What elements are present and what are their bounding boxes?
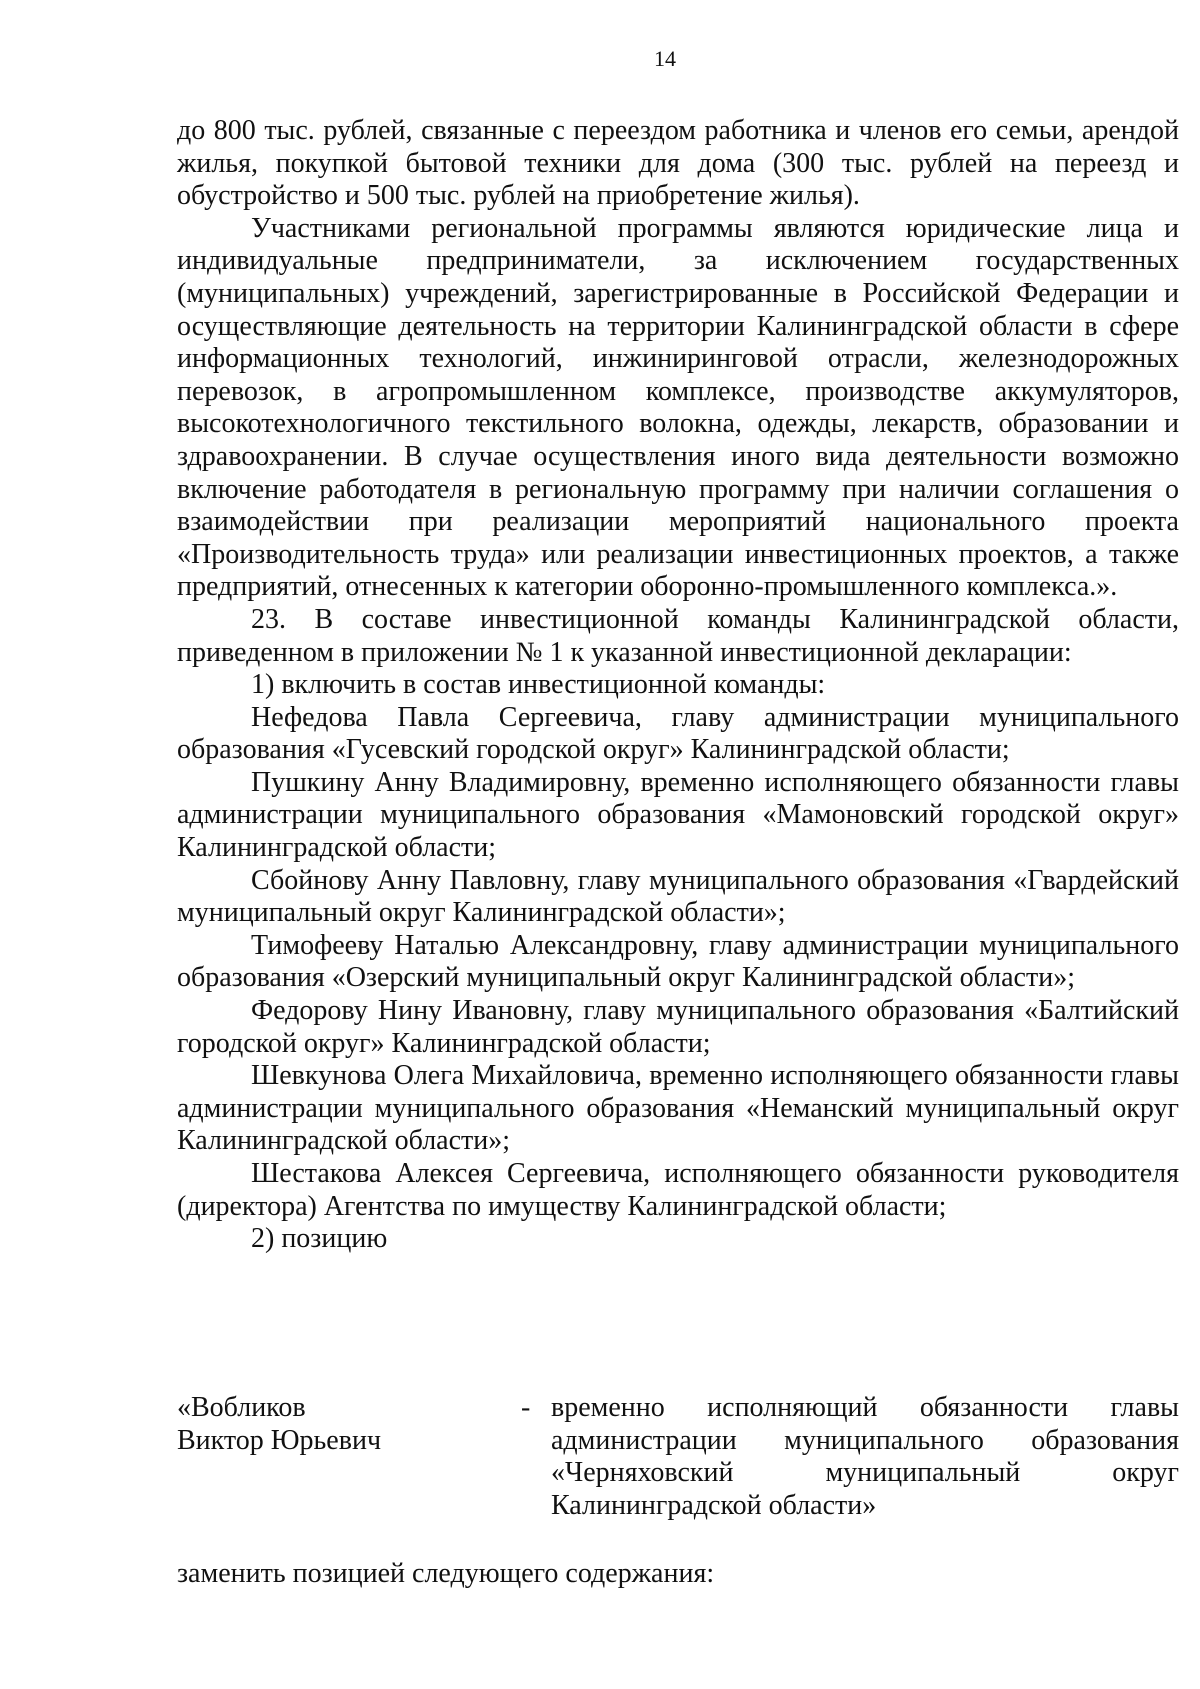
team-member-entry: Пушкину Анну Владимировну, временно исполняющего обязанности главы администрации муниципального образования «Мамоновский городской округ» Калининградской области;: [177, 766, 1179, 864]
position-dash: -: [521, 1392, 531, 1423]
person-name-line: «Вобликов: [177, 1392, 306, 1423]
position-person-name: [177, 1392, 477, 1457]
paragraph: 23. В составе инвестиционной команды Калининградской области, приведенном в приложении № 1 к указанной инвестиционной декларации:: [177, 603, 1179, 668]
list-item: 1) включить в состав инвестиционной команды:: [251, 669, 826, 701]
team-member-entry: Сбойнову Анну Павловну, главу муниципального образования «Гвардейский муниципальный округ Калининградской области»;: [177, 864, 1179, 929]
position-description: временно исполняющий обязанности главы администрации муниципального образования «Черняховский муниципальный округ Калининградской области»: [551, 1392, 1179, 1521]
page-number: 14: [654, 46, 676, 71]
document-body: [177, 115, 1179, 1256]
person-name-line: Виктор Юрьевич: [177, 1424, 382, 1456]
team-member-entry: Тимофееву Наталью Александровну, главу администрации муниципального образования «Озерский муниципальный округ Калининградской области»;: [177, 929, 1179, 994]
list-item: 2) позицию: [251, 1223, 388, 1255]
team-member-entry: Шевкунова Олега Михайловича, временно исполняющего обязанности главы администрации муниципального образования «Неманский муниципальный округ Калининградской области»;: [177, 1060, 1179, 1157]
paragraph: до 800 тыс. рублей, связанные с переездом работника и членов его семьи, арендой жилья, покупкой бытовой техники для дома (300 тыс. рублей на переезд и обустройство и 500 тыс. рублей на приобретение жилья).: [177, 115, 1179, 212]
team-member-entry: Федорову Нину Ивановну, главу муниципального образования «Балтийский городской округ» Калининградской области;: [177, 995, 1179, 1059]
team-member-entry: Нефедова Павла Сергеевича, главу администрации муниципального образования «Гусевский городской округ» Калининградской области;: [177, 701, 1179, 766]
team-member-entry: Шестакова Алексея Сергеевича, исполняющего обязанности руководителя (директора) Агентства по имуществу Калининградской области;: [177, 1158, 1179, 1222]
paragraph: Участниками региональной программы являются юридические лица и индивидуальные предприниматели, за исключением государственных (муниципальных) учреждений, зарегистрированные в Российской Федерации и осуществляющие деятельность на территории Калининградской области в сфере информационных технологий, инжиниринговой отрасли, железнодорожных перевозок, в агропромышленном комплексе, производстве аккумуляторов, высокотехнологичного текстильного волокна, одежды, лекарств, образовании и здравоохранении. В случае осуществления иного вида деятельности возможно включение работодателя в региональную программу при наличии соглашения о взаимодействии при реализации мероприятий национального проекта «Производительность труда» или реализации инвестиционных проектов, а также предприятий, отнесенных к категории оборонно-промышленного комплекса.».: [177, 212, 1179, 603]
closing-line: заменить позицией следующего содержания:: [177, 1558, 715, 1589]
